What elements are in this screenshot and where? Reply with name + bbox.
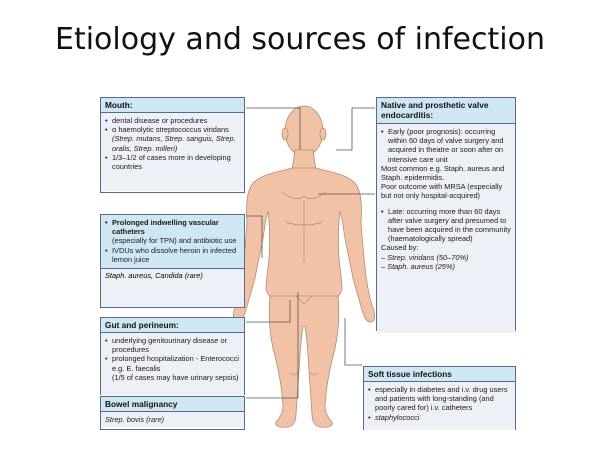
mouth-box — [100, 97, 245, 193]
valve-cause: – Staph. aureus (25%) — [381, 261, 455, 271]
valve-late: • Late: occurring more than 60 days after valve surgery and presumed to have been acquired in the community (haematologically spread) — [381, 207, 511, 244]
valve-mrsa: Poor outcome with MRSA (especially but not only hospital-acquired) — [381, 182, 503, 201]
soft-tissue-item: • especially in diabetes and i.v. drug users and patients with long-standing (and poorly cared for) i.v. catheters — [368, 385, 511, 413]
valve-early: • Early (poor prognosis): occurring within 60 days of valve surgery and acquired in theatre or soon after on intensive care unit — [381, 127, 511, 164]
catheter-item: • Prolonged indwelling vascular catheters — [105, 218, 240, 236]
gut-box — [100, 317, 245, 395]
catheter-organisms: Staph. aureus, Candida (rare) — [101, 268, 244, 282]
mouth-item: • dental disease or procedures — [105, 116, 240, 125]
soft-tissue-item: • staphylococci — [368, 413, 511, 422]
valve-box — [376, 97, 516, 331]
gut-item: • underlying genitourinary disease or procedures — [105, 336, 240, 354]
mouth-species: (Strep. mutans, Strep. sanguis, Strep. oralis, Strep. milleri) — [112, 134, 236, 153]
soft-tissue-box — [363, 366, 516, 430]
mouth-item: • α haemolytic streptococcus viridans — [105, 125, 240, 134]
gut-heading: Gut and perineum: — [101, 318, 244, 333]
catheter-note: (especially for TPN) and antibiotic use — [112, 236, 237, 246]
body-silhouette — [233, 106, 374, 427]
slide-title: Etiology and sources of infection — [55, 22, 545, 57]
mouth-heading: Mouth: — [101, 98, 244, 113]
bowel-box — [100, 396, 245, 430]
valve-common: Most common e.g. Staph. aureus and Staph. epidermidis. — [381, 163, 505, 183]
gut-item: • prolonged hospitalization - Enterococci e.g. E. faecalis — [105, 354, 240, 372]
gut-note: (1/5 of cases may have urinary sepsis) — [112, 372, 239, 382]
valve-cause: – Strep. viridans (50–70%) — [381, 252, 469, 262]
catheter-item: • IVDUs who dissolve heroin in infected lemon juice — [105, 246, 240, 264]
catheter-box — [100, 214, 245, 308]
bowel-organism: Strep. bovis (rare) — [101, 412, 244, 427]
valve-caused-by: Caused by: — [381, 243, 419, 253]
soft-tissue-heading: Soft tissue infections — [364, 367, 515, 382]
mouth-item: • 1/3–1/2 of cases more in developing countries — [105, 153, 240, 171]
valve-heading: Native and prosthetic valve endocarditis: — [377, 98, 515, 124]
bowel-heading: Bowel malignancy — [101, 397, 244, 412]
